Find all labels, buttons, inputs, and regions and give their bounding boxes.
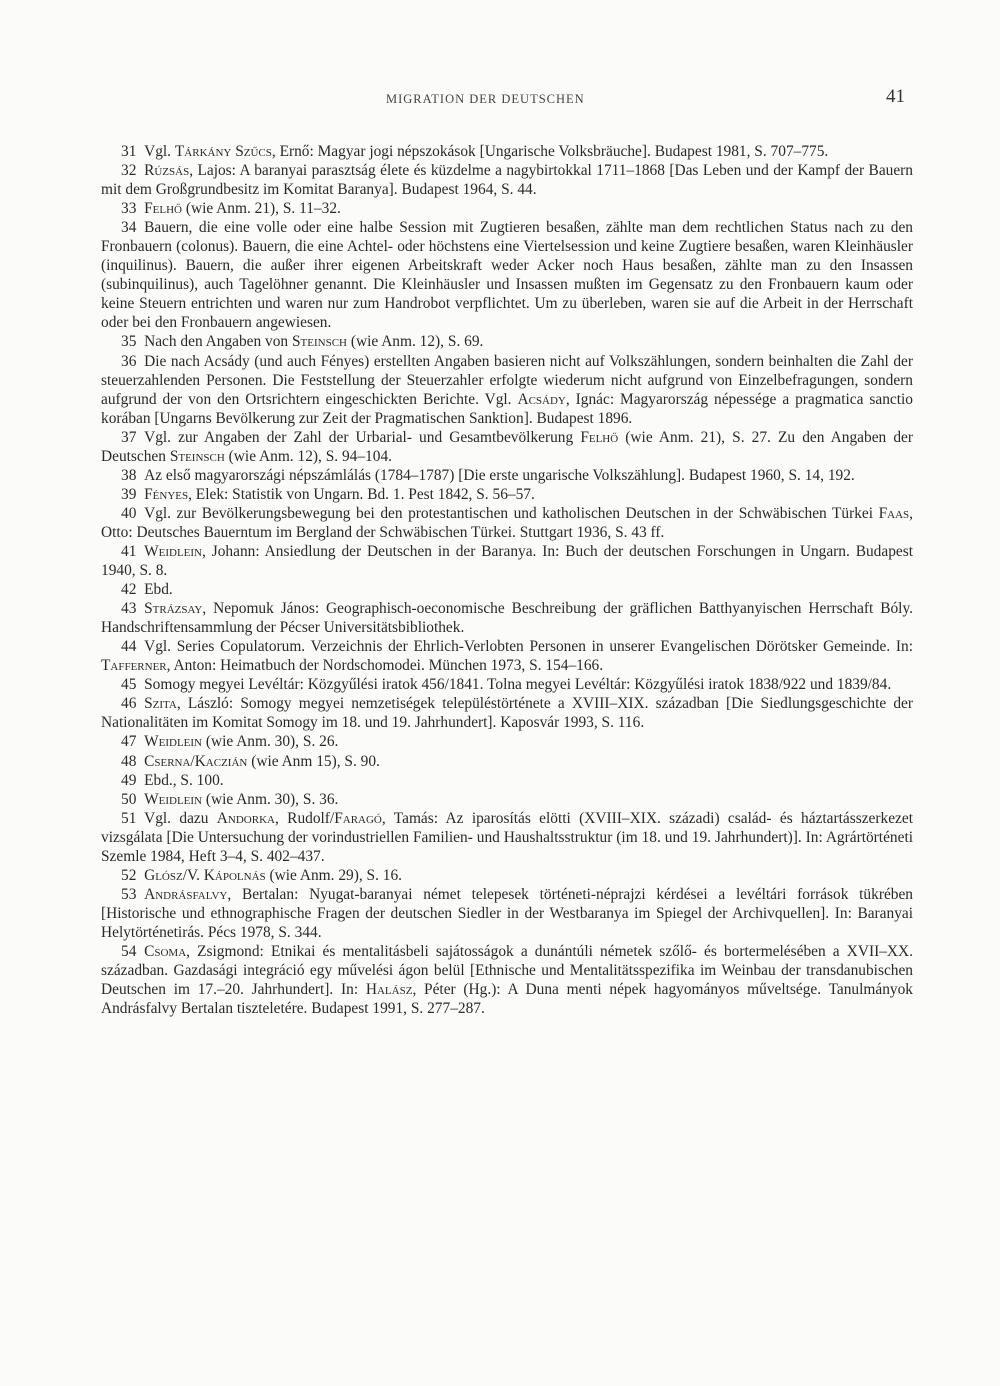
footnote-text: (wie Anm. 21), S. 11–32. (181, 200, 341, 218)
footnote-text: (wie Anm. 29), S. 16. (265, 866, 403, 884)
footnote-49 (101, 771, 913, 790)
footnote-text: , Nepomuk János: Geographisch-oeconomische Beschreibung der gräflichen Batthyanyischen Herrschaft Bóly. Handschriftensammlung der Pécser Universitätsbibliothek. (101, 600, 913, 637)
footnote-text: Nach den Angaben von (144, 333, 292, 351)
footnote-53 (101, 885, 913, 942)
author-name: Csoma (144, 942, 187, 960)
footnote-44 (101, 637, 913, 675)
footnote-text: Vgl. (144, 143, 175, 160)
footnote-34 (101, 218, 913, 332)
footnote-text: Somogy megyei Levéltár: Közgyűlési iratok 456/1841. Tolna megyei Levéltár: Közgyűlési iratok 1838/922 und 1839/84. (144, 676, 892, 694)
footnote-text: , László: Somogy megyei nemzetiségek településtörténete a XVIII–XIX. században [Die Siedlungsgeschichte der Nationalitäten im Komitat Somogy im 18. und 19. Jahrhundert]. Kaposvár 1993, S. 116. (101, 695, 913, 732)
footnote-35 (101, 332, 913, 351)
author-name: Rúzsás (144, 162, 190, 180)
footnote-number: 35 (121, 333, 137, 351)
footnote-32 (101, 161, 913, 199)
footnote-52 (101, 866, 913, 885)
author-name: Acsády (517, 390, 566, 408)
footnote-number: 34 (121, 219, 137, 237)
footnote-text: (wie Anm. 30), S. 26. (202, 733, 339, 751)
footnote-text: Vgl. Series Copulatorum. Verzeichnis der Ehrlich-Verlobten Personen in unserer Evangelischen Dörötsker Gemeinde. In: (144, 638, 913, 656)
footnotes (101, 142, 913, 1018)
author-name: Weidlein (144, 542, 202, 560)
footnote-41 (101, 542, 913, 580)
footnote-54 (101, 942, 913, 1018)
footnote-text: (wie Anm. 12), S. 69. (347, 333, 484, 351)
footnote-text: Die nach Acsády (und auch Fényes) erstellten Angaben basieren nicht auf Volkszählungen, sondern beinhalten die Zahl der steuerzahlenden Personen. Die Feststellung der Steuerzahler erfolgte wiederum nicht aufgrund von Einzelbefragungen, sondern aufgrund der von den Ortsrichtern eingeschickten Berichte. Vgl. (101, 352, 913, 408)
author-name: Halász (365, 981, 413, 999)
footnote-text: , Rudolf/ (274, 809, 335, 827)
footnote-48 (101, 752, 913, 771)
footnote-number: 50 (121, 790, 137, 808)
footnote-number: 38 (121, 466, 137, 484)
footnote-31 (101, 142, 913, 161)
footnote-number: 40 (121, 504, 137, 522)
footnote-text: , Lajos: A baranyai parasztság élete és küzdelme a nagybirtokkal 1711–1868 [Das Leben und der Kampf der Bauern mit dem Großgrundbesitz im Komitat Baranya]. Budapest 1964, S. 44. (101, 162, 913, 199)
footnote-number: 48 (121, 752, 137, 770)
footnote-number: 37 (121, 428, 137, 446)
footnote-text: Vgl. dazu (144, 809, 217, 827)
author-name: Faas (878, 504, 910, 522)
author-name: Andrásfalvy (144, 885, 228, 903)
author-name: Weidlein (144, 790, 202, 808)
footnote-text: , Tamás: Az iparosítás elötti (XVIII–XIX. századi) család- és háztartásszerkezet vizsgálata [Die Untersuchung der vorindustriellen Familien- und Haushaltsstruktur (im 18. und 19. Jahrhundert)]. In: Agrártörténeti Szemle 1984, Heft 3–4, S. 402–437. (101, 809, 913, 865)
author-name: Glósz/V. Kápolnás (144, 866, 266, 884)
footnote-text: , Ernő: Magyar jogi népszokások [Ungarische Volksbräuche]. Budapest 1981, S. 707–775. (271, 143, 829, 160)
author-name: Felhő (144, 200, 182, 218)
author-name: Steinsch (169, 447, 225, 465)
footnote-36 (101, 352, 913, 428)
footnote-text: Bauern, die eine volle oder eine halbe Session mit Zugtieren besaßen, zählte man dem rechtlichen Status nach zu den Fronbauern (colonus). Bauern, die eine Achtel- oder höchstens eine Viertelsession und keine Zugtiere besaßen, waren Kleinhäusler (inquilinus). Bauern, die außer ihrer eigenen Arbeitskraft weder Acker noch Haus besaßen, zählte man zu den Insassen (subinquilinus), auch Tagelöhner genannt. Die Kleinhäusler und Insassen mußten im Gegensatz zu den Fronbauern kaum oder keine Steuern entrichten und waren nur zum Handrobot verpflichtet. Um zu überleben, waren sie auf die Arbeit in der Herrschaft oder bei den Fronbauern angewiesen. (101, 219, 913, 332)
footnote-number: 46 (121, 695, 137, 713)
author-name: Faragó (334, 809, 382, 827)
footnote-number: 39 (121, 485, 137, 503)
footnote-text: , Johann: Ansiedlung der Deutschen in der Baranya. In: Buch der deutschen Forschungen in Ungarn. Budapest 1940, S. 8. (101, 542, 913, 580)
footnote-text: Az első magyarországi népszámlálás (1784–1787) [Die erste ungarische Volkszählung]. Budapest 1960, S. 14, 192. (144, 466, 855, 484)
footnote-text: , Anton: Heimatbuch der Nordschomodei. München 1973, S. 154–166. (166, 657, 604, 675)
footnote-text: (wie Anm 15), S. 90. (247, 752, 380, 770)
page-number: 41 (886, 86, 905, 107)
author-name: Strázsay (144, 600, 203, 618)
author-name: Weidlein (144, 733, 202, 751)
footnote-38 (101, 466, 913, 485)
footnote-text: (wie Anm. 30), S. 36. (202, 790, 339, 808)
footnote-number: 36 (121, 352, 137, 370)
author-name: Tafferner (101, 657, 167, 675)
footnote-text: , Ignác: Magyarország népessége a pragmatica sanctio korában [Ungarns Bevölkerung zur Zeit der Pragmatischen Sanktion]. Budapest 1896. (101, 390, 913, 427)
footnote-number: 42 (121, 581, 137, 599)
author-name: Fényes (144, 485, 189, 503)
author-name: Szita (144, 695, 177, 713)
footnote-number: 53 (121, 885, 137, 903)
footnote-45 (101, 675, 913, 694)
footnote-number: 33 (121, 200, 137, 218)
footnote-text: , Otto: Deutsches Bauerntum im Bergland der Schwäbischen Türkei. Stuttgart 1936, S. 43 ff. (101, 504, 913, 541)
footnote-number: 43 (121, 600, 137, 618)
author-name: Andorka (216, 809, 275, 827)
footnote-number: 41 (121, 542, 137, 560)
footnote-number: 49 (121, 771, 137, 789)
footnote-text: , Elek: Statistik von Ungarn. Bd. 1. Pest 1842, S. 56–57. (188, 485, 535, 503)
footnote-39 (101, 485, 913, 504)
footnote-text: Ebd., S. 100. (144, 771, 224, 789)
footnote-text: , Zsigmond: Etnikai és mentalitásbeli sajátosságok a dunántúli németek szőlő- és bortermelésében a XVII–XX. században. Gazdasági integráció egy művelési ágon belül [Ethnische und Mentalitätsspezifika im Weinbau der transdanubischen Deutschen im 17.–20. Jahrhundert]. In: (101, 942, 913, 999)
author-name: Steinsch (291, 333, 347, 351)
footnote-text: , Bertalan: Nyugat-baranyai német telepesek történeti-néprajzi kérdései a levéltári források tükrében [Historische und ethnographische Fragen der deutschen Siedler in der Westbaranya im Spiegel der Archivquellen]. In: Baranyai Helytörténetirás. Pécs 1978, S. 344. (101, 885, 913, 941)
footnote-number: 47 (121, 733, 137, 751)
running-head: MIGRATION DER DEUTSCHEN (386, 92, 585, 106)
footnote-number: 45 (121, 676, 137, 694)
footnote-number: 32 (121, 162, 137, 180)
footnote-33 (101, 199, 913, 218)
author-name: Felhő (580, 428, 619, 446)
footnote-40 (101, 504, 913, 542)
footnote-47 (101, 732, 913, 751)
author-name: Cserna/Kaczián (144, 752, 248, 770)
footnote-text: , Péter (Hg.): A Duna menti népek hagyományos műveltsége. Tanulmányok Andrásfalvy Bertalan tiszteletére. Budapest 1991, S. 277–287. (101, 981, 913, 1018)
footnote-number: 44 (121, 638, 137, 656)
footnote-text: Vgl. zur Bevölkerungsbewegung bei den protestantischen und katholischen Deutschen in der Schwäbischen Türkei (144, 504, 879, 522)
footnote-number: 31 (121, 143, 137, 160)
footnote-50 (101, 790, 913, 809)
footnote-37 (101, 428, 913, 466)
footnote-text: Vgl. zur Angaben der Zahl der Urbarial- und Gesamtbevölkerung (144, 428, 581, 446)
footnote-text: (wie Anm. 21), S. 27. Zu den Angaben der Deutschen (101, 428, 913, 465)
footnote-number: 52 (121, 866, 137, 884)
footnote-number: 54 (121, 942, 137, 960)
footnote-46 (101, 694, 913, 732)
author-name: Tárkány Szűcs (174, 143, 272, 160)
footnote-text: Ebd. (144, 581, 173, 599)
footnote-43 (101, 599, 913, 637)
footnote-number: 51 (121, 809, 137, 827)
footnote-42 (101, 580, 913, 599)
footnote-51 (101, 809, 913, 866)
footnote-text: (wie Anm. 12), S. 94–104. (224, 447, 392, 465)
